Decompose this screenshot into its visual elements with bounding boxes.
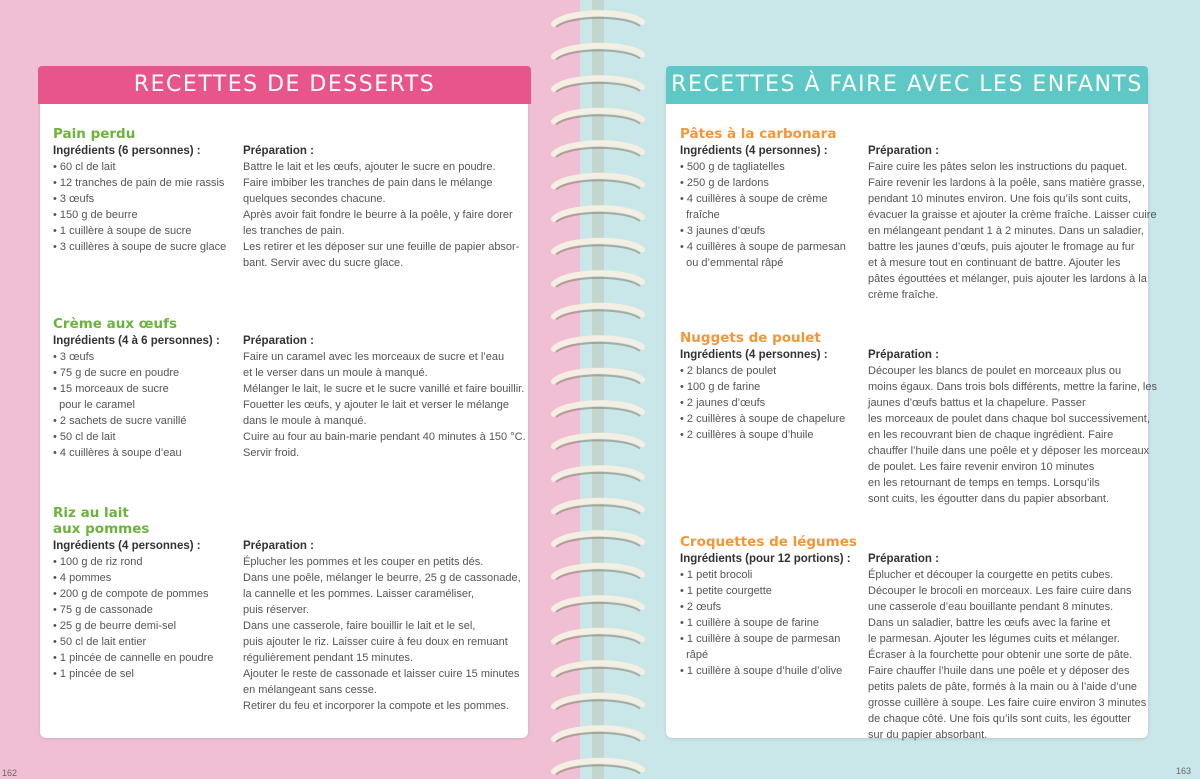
recipe-croquettes-legumes [680,534,1147,741]
ingredients-heading: Ingrédients (4 personnes) : [53,540,201,552]
preparation-line: quelques secondes chacune. [243,193,386,205]
ingredient-item: • 3 œufs [53,193,95,205]
ingredient-item: • 1 pincée de cannelle en poudre [53,652,214,664]
ingredients-column [680,143,868,271]
ingredients-column [680,551,868,679]
ingredient-item: • 100 g de farine [680,381,761,393]
preparation-text [243,159,523,271]
preparation-line: en mélangeant sans cesse. [243,684,377,696]
recipe-pain-perdu [53,126,523,269]
preparation-line: Éplucher et découper la courgette en petits cubes. [868,569,1114,581]
preparation-line: Battre le lait et les œufs, ajouter le sucre en poudre. [243,161,496,173]
preparation-line: Faire un caramel avec les morceaux de sucre et l’eau [243,351,505,363]
ingredient-item: • 1 cuillère à soupe de farine [680,617,819,629]
preparation-line: Écraser à la fourchette pour obtenir une sorte de pâte. [868,649,1133,661]
ingredient-item: • 200 g de compote de pommes [53,588,209,600]
preparation-line: sont cuits, les égoutter dans du papier absorbant. [868,493,1109,505]
ingredients-list [53,554,243,682]
preparation-line: Dans une casserole, faire bouillir le lait et le sel, [243,620,476,632]
preparation-heading: Préparation : [868,145,939,157]
ingredient-item: • 1 cuillère à soupe d’huile d’olive [680,665,843,677]
ingredients-list [53,349,243,461]
ingredient-item: • 2 œufs [680,601,722,613]
preparation-line: Dans un saladier, battre les œufs avec la farine et [868,617,1111,629]
preparation-text [868,363,1157,507]
recipe-title: Croquettes de légumes [680,534,857,550]
spiral-binding [548,0,648,779]
preparation-line: grosse cuillère à soupe. Les faire cuire environ 3 minutes [868,697,1147,709]
preparation-line: pâtes égouttées et mélanger, puis ajouter les lardons à la [868,273,1147,285]
preparation-line: battre les jaunes d’œufs, puis ajouter le fromage au fur [868,241,1135,253]
preparation-line: petits palets de pâte, formés à la main ou à l’aide d’une [868,681,1138,693]
ingredient-item: • 50 cl de lait entier [53,636,147,648]
preparation-line: Faire revenir les lardons à la poêle, sans matière grasse, [868,177,1145,189]
preparation-line: Faire cuire les pâtes selon les instructions du paquet. [868,161,1128,173]
preparation-line: Dans une poêle, mélanger le beurre, 25 g de cassonade, [243,572,521,584]
right-banner-title: RECETTES À FAIRE AVEC LES ENFANTS [666,66,1148,104]
preparation-text [868,159,1157,303]
recipe-title: Crème aux œufs [53,316,178,332]
preparation-line: les tranches de pain. [243,225,345,237]
ingredient-item: • 2 sachets de sucre vanillé [53,415,187,427]
preparation-line: crème fraîche. [868,289,939,301]
ingredient-item: ou d’emmental râpé [680,257,784,269]
ingredient-item: • 2 cuillères à soupe de chapelure [680,413,846,425]
recipe-riz-au-lait [53,505,523,712]
preparation-line: Les retirer et les déposer sur une feuille de papier absor- [243,241,520,253]
preparation-line: pendant 10 minutes environ. Une fois qu’ils sont cuits, [868,193,1131,205]
ingredients-heading: Ingrédients (4 à 6 personnes) : [53,335,220,347]
preparation-line: chauffer l’huile dans une poêle et y déposer les morceaux [868,445,1150,457]
ingredient-item: • 4 cuillères à soupe d’eau [53,447,182,459]
recipe-title: Riz au lait [53,505,129,521]
preparation-line: Découper les blancs de poulet en morceaux plus ou [868,365,1122,377]
recipe-creme-aux-oeufs [53,316,526,459]
preparation-line: Éplucher les pommes et les couper en petits dés. [243,556,484,568]
preparation-line: et le verser dans un moule à manqué. [243,367,428,379]
preparation-line: de poulet. Les faire revenir environ 10 minutes [868,461,1095,473]
preparation-heading: Préparation : [243,540,314,552]
preparation-line: Cuire au four au bain-marie pendant 40 minutes à 150 °C. [243,431,526,443]
ingredient-item: • 75 g de cassonade [53,604,153,616]
preparation-line: en mélangeant pendant 1 à 2 minutes. Dans un saladier, [868,225,1144,237]
page-number-left: 162 [2,768,18,778]
preparation-column [868,347,1157,507]
preparation-line: dans le moule à manqué. [243,415,367,427]
recipe-title: Pâtes à la carbonara [680,126,837,142]
preparation-line: la cannelle et les pommes. Laisser caraméliser, [243,588,475,600]
recipe-title: Nuggets de poulet [680,330,821,346]
preparation-heading: Préparation : [868,553,939,565]
preparation-line: en les retournant de temps en temps. Lorsqu’ils [868,477,1100,489]
ingredients-list [53,159,243,255]
preparation-text [243,554,523,714]
preparation-line: jaunes d’œufs battus et la chapelure. Passer [868,397,1086,409]
ingredient-item: • 150 g de beurre [53,209,138,221]
preparation-line: Faire chauffer l’huile dans une poêle et y déposer des [868,665,1130,677]
preparation-line: une casserole d’eau bouillante pendant 8 minutes. [868,601,1114,613]
preparation-line: et à mesure tout en continuant de battre. Ajouter les [868,257,1121,269]
preparation-line: Servir froid. [243,447,300,459]
recipe-nuggets-poulet [680,330,1157,505]
recipe-pates-carbonara [680,126,1157,301]
ingredient-item: • 500 g de tagliatelles [680,161,785,173]
ingredient-item: • 1 pincée de sel [53,668,134,680]
ingredient-item: • 3 jaunes d’œufs [680,225,766,237]
preparation-column [243,538,523,714]
ingredient-item: râpé [680,649,709,661]
ingredient-item: • 75 g de sucre en poudre [53,367,180,379]
preparation-column [868,551,1147,743]
ingredient-item: • 4 pommes [53,572,112,584]
ingredient-item: • 4 cuillères à soupe de crème [680,193,828,205]
preparation-line: Mélanger le lait, le sucre et le sucre vanillé et faire bouillir. [243,383,525,395]
preparation-text [243,349,526,461]
ingredient-item: • 250 g de lardons [680,177,769,189]
preparation-column [868,143,1157,303]
ingredients-list [680,159,868,271]
preparation-line: Fouetter les œufs, y ajouter le lait et verser le mélange [243,399,509,411]
ingredient-item: • 100 g de riz rond [53,556,143,568]
preparation-line: moins égaux. Dans trois bols différents, mettre la farine, les [868,381,1157,393]
ingredients-column [53,333,243,461]
preparation-text [868,567,1147,743]
ingredients-heading: Ingrédients (6 personnes) : [53,145,201,157]
ingredient-item: • 2 jaunes d’œufs [680,397,766,409]
preparation-line: Découper le brocoli en morceaux. Les faire cuire dans [868,585,1132,597]
ingredient-item: • 1 petit brocoli [680,569,753,581]
preparation-line: évacuer la graisse et ajouter la crème fraîche. Laisser cuire [868,209,1157,221]
ingredients-list [680,363,868,443]
recipe-title-line2: aux pommes [53,521,150,537]
preparation-line: Après avoir fait fondre le beurre à la poêle, y faire dorer [243,209,513,221]
ingredient-item: • 12 tranches de pain de mie rassis [53,177,225,189]
ingredient-item: fraîche [680,209,720,221]
preparation-line: bant. Servir avec du sucre glace. [243,257,404,269]
ingredient-item: • 1 cuillère à soupe de parmesan [680,633,841,645]
ingredient-item: • 3 œufs [53,351,95,363]
preparation-column [243,143,523,271]
preparation-line: Ajouter le reste de cassonade et laisser cuire 15 minutes [243,668,520,680]
page-number-right: 163 [1176,766,1192,776]
preparation-line: sur du papier absorbant. [868,729,988,741]
recipe-title: Pain perdu [53,126,136,142]
preparation-line: régulièrement pendant 15 minutes. [243,652,413,664]
ingredient-item: • 2 cuillères à soupe d’huile [680,429,814,441]
preparation-line: puis ajouter le riz. Laisser cuire à feu doux en remuant [243,636,508,648]
ingredient-item: • 60 cl de lait [53,161,116,173]
ingredients-column [680,347,868,443]
left-banner-title: RECETTES DE DESSERTS [38,66,531,104]
ingredient-item: • 1 petite courgette [680,585,772,597]
ingredients-heading: Ingrédients (4 personnes) : [680,145,828,157]
preparation-line: Faire imbiber les tranches de pain dans le mélange [243,177,493,189]
preparation-line: les morceaux de poulet dans chaque bol successivement, [868,413,1150,425]
preparation-line: puis réserver. [243,604,310,616]
ingredient-item: • 2 blancs de poulet [680,365,777,377]
preparation-line: le parmesan. Ajouter les légumes cuits et mélanger. [868,633,1120,645]
ingredient-item: • 25 g de beurre demi-sel [53,620,177,632]
ingredients-heading: Ingrédients (pour 12 portions) : [680,553,851,565]
ingredient-item: • 3 cuillères à soupe de sucre glace [53,241,227,253]
preparation-heading: Préparation : [868,349,939,361]
ingredients-heading: Ingrédients (4 personnes) : [680,349,828,361]
ingredient-item: pour le caramel [53,399,135,411]
ingredient-item: • 1 cuillère à soupe de sucre [53,225,192,237]
ingredient-item: • 15 morceaux de sucre [53,383,169,395]
ingredients-column [53,538,243,682]
preparation-line: Retirer du feu et incorporer la compote et les pommes. [243,700,509,712]
preparation-heading: Préparation : [243,145,314,157]
ingredients-column [53,143,243,255]
ingredients-list [680,567,868,679]
preparation-line: en les recouvrant bien de chaque ingrédient. Faire [868,429,1114,441]
preparation-heading: Préparation : [243,335,314,347]
ingredient-item: • 50 cl de lait [53,431,116,443]
preparation-column [243,333,526,461]
preparation-line: de chaque côté. Une fois qu’ils sont cuits, les égoutter [868,713,1131,725]
ingredient-item: • 4 cuillères à soupe de parmesan [680,241,846,253]
